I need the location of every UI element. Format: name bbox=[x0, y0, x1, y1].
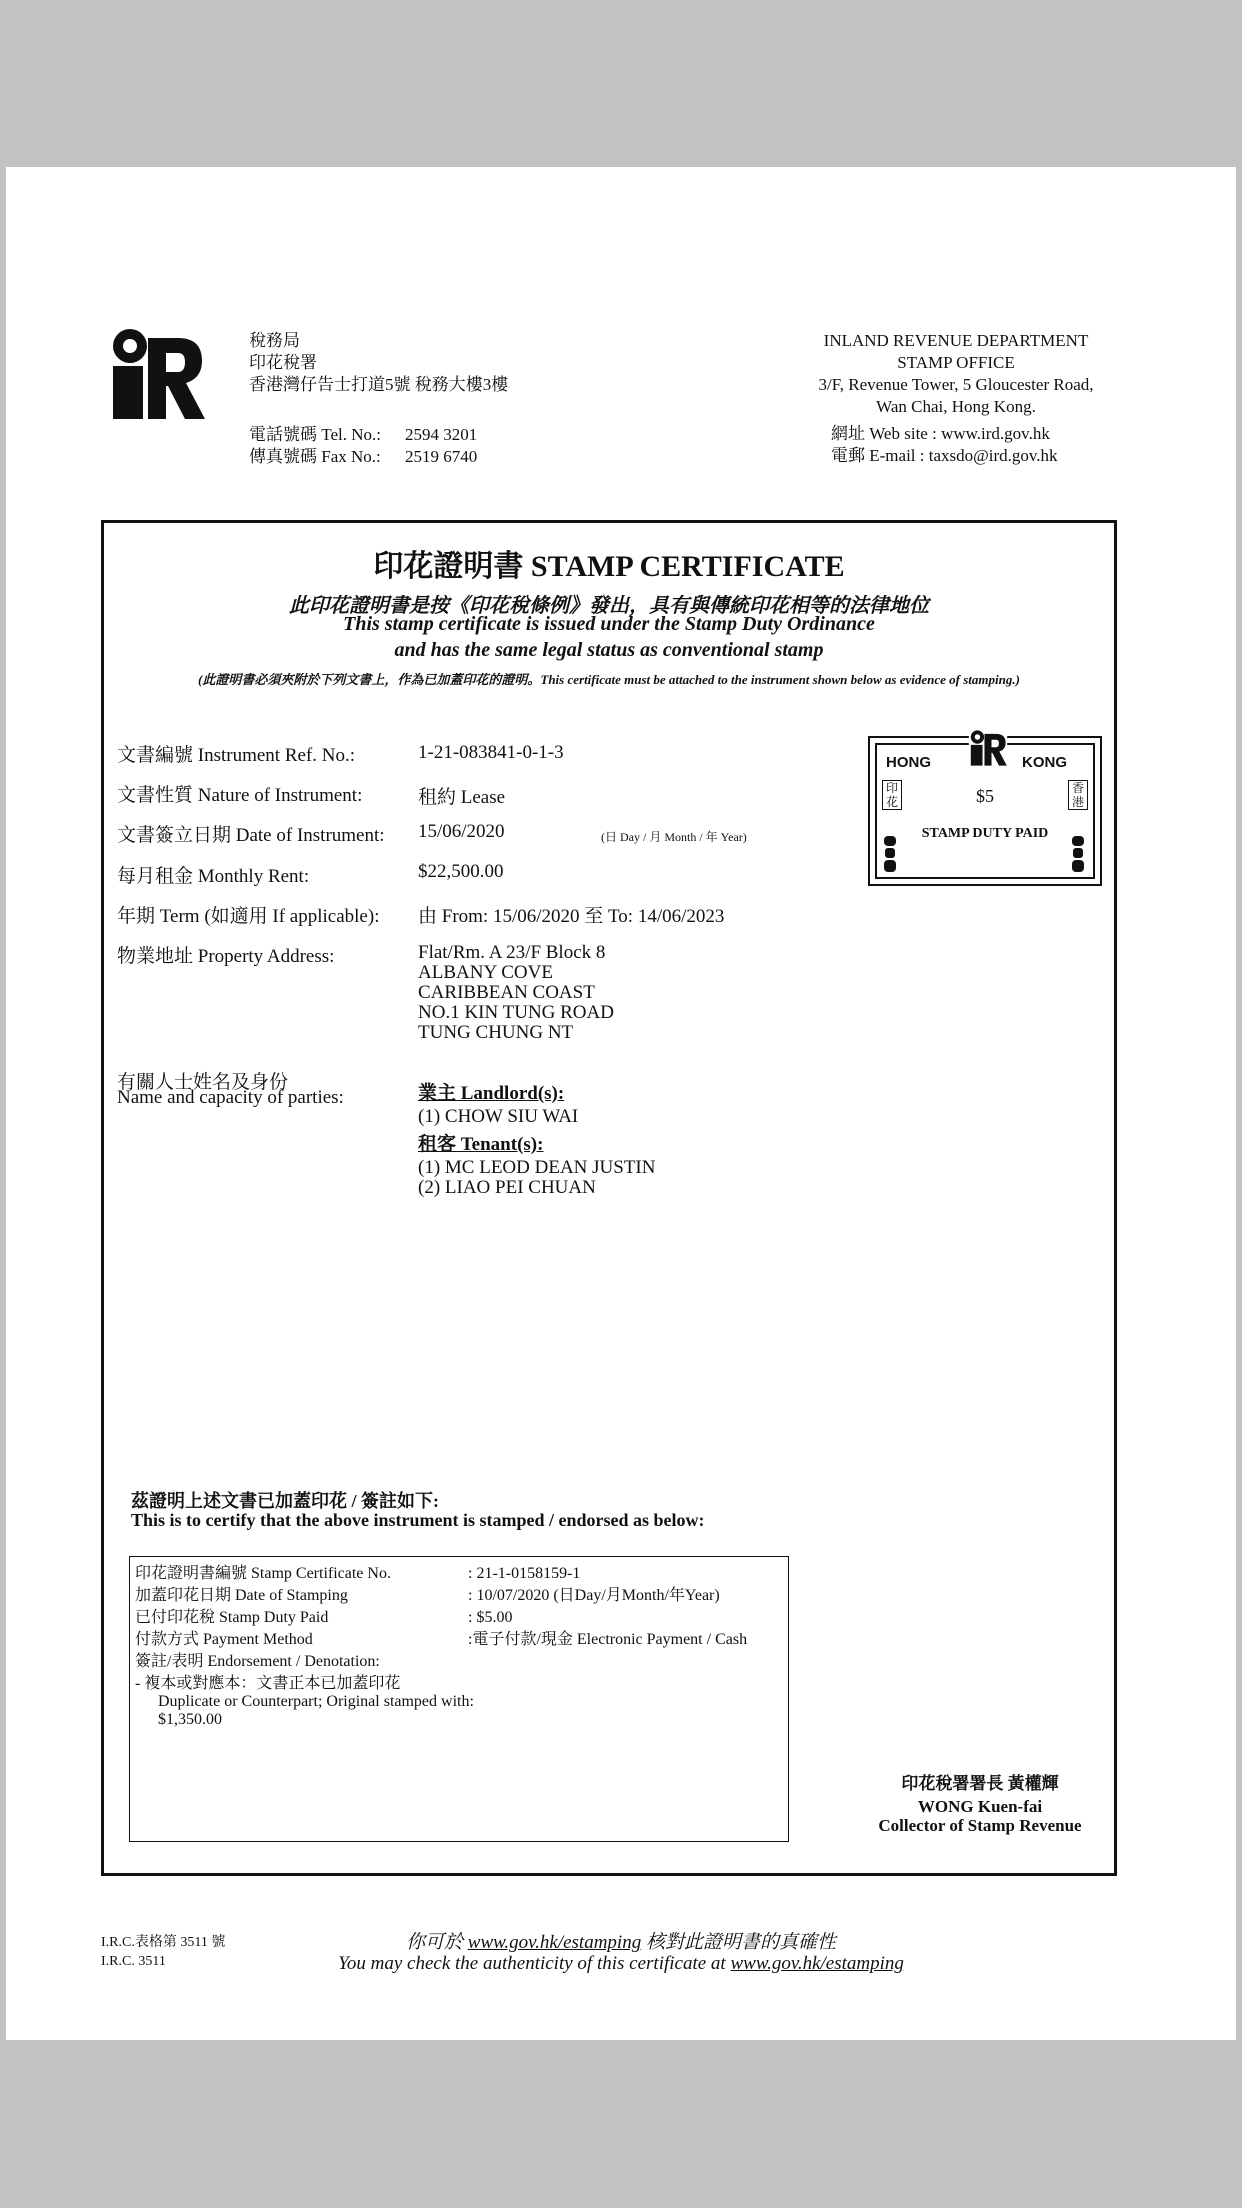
cert-no-value: : 21-1-0158159-1 bbox=[468, 1565, 581, 1582]
verify-line-zh bbox=[6, 1927, 1236, 1954]
ird-logo-icon bbox=[108, 328, 206, 420]
nature-value: 租約 Lease bbox=[418, 787, 506, 808]
form-number-en: I.R.C. 3511 bbox=[101, 1954, 166, 1969]
tenant-row: (1) MC LEOD DEAN JUSTIN bbox=[418, 1157, 656, 1178]
tel-number: 2594 3201 bbox=[405, 425, 478, 444]
tenant-row: (2) LIAO PEI CHUAN bbox=[418, 1177, 596, 1198]
parties-label-zh: 有關人士姓名及身份 bbox=[117, 1072, 289, 1093]
tenant-heading: 租客 Tenant(s): bbox=[418, 1134, 544, 1155]
cert-no-label: 印花證明書編號 Stamp Certificate No. bbox=[135, 1565, 391, 1582]
web-row bbox=[831, 423, 1050, 444]
term-label: 年期 Term (如適用 If applicable): bbox=[117, 906, 380, 927]
stamp-ornament-right-icon bbox=[1070, 834, 1086, 874]
stamping-details-box bbox=[129, 1556, 789, 1842]
endorsement-line1: - 複本或對應本：文書正本已加蓋印花 bbox=[135, 1675, 401, 1692]
tel-label: 電話號碼 Tel. No.: bbox=[249, 425, 381, 444]
address-block bbox=[418, 943, 614, 1043]
address-label: 物業地址 Property Address: bbox=[117, 946, 335, 967]
term-value: 由 From: 15/06/2020 至 To: 14/06/2023 bbox=[418, 906, 725, 927]
subtitle-zh: 此印花證明書是按《印花稅條例》發出，具有與傳統印花相等的法律地位 bbox=[289, 595, 929, 617]
stamp-seal-left: 印花 bbox=[882, 780, 902, 810]
header-org-zh: 稅務局 bbox=[249, 331, 300, 350]
date-label: 文書簽立日期 Date of Instrument: bbox=[117, 825, 385, 846]
payment-method-value: :電子付款/現金 Electronic Payment / Cash bbox=[468, 1631, 748, 1648]
stamp-ird-logo-icon bbox=[968, 730, 1008, 766]
date-format-hint: (日 Day / 月 Month / 年 Year) bbox=[601, 830, 747, 844]
collector-title-zh: 印花稅署署長 黃權輝 bbox=[901, 1774, 1059, 1793]
ref-value: 1-21-083841-0-1-3 bbox=[418, 742, 564, 763]
duty-paid-value: : $5.00 bbox=[468, 1609, 513, 1626]
stamp-caption: STAMP DUTY PAID bbox=[921, 826, 1049, 841]
header-address-zh: 香港灣仔告士打道5號 稅務大樓3樓 bbox=[249, 375, 509, 394]
verify-zh-post: 核對此證明書的真確性 bbox=[645, 1932, 836, 1953]
stamp-amount: $5 bbox=[976, 786, 994, 806]
rent-value: $22,500.00 bbox=[418, 861, 504, 882]
parties-label-en: Name and capacity of parties: bbox=[117, 1087, 344, 1108]
stamp-seal-right: 香港 bbox=[1068, 780, 1088, 810]
verify-line-en bbox=[6, 1953, 1236, 1975]
endorsement-line2: Duplicate or Counterpart; Original stamped with: bbox=[158, 1693, 474, 1710]
header-address-line1: 3/F, Revenue Tower, 5 Gloucester Road, bbox=[818, 375, 1094, 394]
form-number-zh: I.R.C.表格第 3511 號 bbox=[101, 1935, 226, 1950]
stamping-date-value: : 10/07/2020 (日Day/月Month/年Year) bbox=[468, 1587, 720, 1604]
payment-method-label: 付款方式 Payment Method bbox=[135, 1631, 313, 1648]
attachment-note: (此證明書必須夾附於下列文書上，作為已加蓋印花的證明。This certificate must be attached to the instrument shown below as evidence of stamping.) bbox=[198, 672, 1020, 687]
landlord-heading: 業主 Landlord(s): bbox=[418, 1083, 565, 1104]
subtitle-en-line1: This stamp certificate is issued under the Stamp Duty Ordinance bbox=[343, 613, 875, 635]
certify-en: This is to certify that the above instrument is stamped / endorsed as below: bbox=[131, 1510, 705, 1530]
header-address-line2: Wan Chai, Hong Kong. bbox=[876, 397, 1036, 416]
stamp-duty-paid-stamp bbox=[868, 736, 1102, 886]
address-line: Flat/Rm. A 23/F Block 8 bbox=[418, 942, 606, 963]
header-org-en: INLAND REVENUE DEPARTMENT bbox=[823, 331, 1089, 350]
email-label: 電郵 E-mail : bbox=[831, 446, 925, 465]
address-line: ALBANY COVE bbox=[418, 962, 553, 983]
stamp-certificate-page bbox=[6, 167, 1236, 2040]
endorsement-line3: $1,350.00 bbox=[158, 1711, 222, 1728]
collector-title-en: Collector of Stamp Revenue bbox=[878, 1816, 1082, 1835]
email-row bbox=[831, 445, 1058, 466]
duty-paid-label: 已付印花稅 Stamp Duty Paid bbox=[135, 1609, 329, 1626]
address-line: NO.1 KIN TUNG ROAD bbox=[418, 1002, 614, 1023]
subtitle-en-line2: and has the same legal status as conventional stamp bbox=[394, 639, 824, 661]
address-line: CARIBBEAN COAST bbox=[418, 982, 595, 1003]
rent-label: 每月租金 Monthly Rent: bbox=[117, 866, 310, 887]
collector-name: WONG Kuen-fai bbox=[917, 1797, 1043, 1816]
date-value: 15/06/2020 bbox=[418, 821, 505, 842]
stamp-ornament-left-icon bbox=[882, 834, 898, 874]
certificate-title: 印花證明書 STAMP CERTIFICATE bbox=[373, 550, 845, 583]
certify-zh: 茲證明上述文書已加蓋印花 / 簽註如下: bbox=[131, 1491, 439, 1511]
verify-zh-pre: 你可於 bbox=[406, 1932, 464, 1953]
nature-label: 文書性質 Nature of Instrument: bbox=[117, 785, 363, 806]
header-office-en: STAMP OFFICE bbox=[897, 353, 1015, 372]
endorsement-label: 簽註/表明 Endorsement / Denotation: bbox=[135, 1653, 380, 1670]
address-line: TUNG CHUNG NT bbox=[418, 1022, 574, 1043]
web-link[interactable]: www.ird.gov.hk bbox=[941, 424, 1050, 443]
email-link[interactable]: taxsdo@ird.gov.hk bbox=[928, 446, 1058, 465]
verify-en-pre: You may check the authenticity of this certificate at bbox=[338, 1953, 726, 1974]
fax-number: 2519 6740 bbox=[405, 447, 478, 466]
certificate-frame bbox=[101, 520, 1117, 1876]
ref-label: 文書編號 Instrument Ref. No.: bbox=[117, 745, 356, 766]
stamp-kong: KONG bbox=[1022, 754, 1067, 771]
verify-link-zh[interactable]: www.gov.hk/estamping bbox=[467, 1932, 642, 1953]
web-label: 網址 Web site : bbox=[831, 424, 937, 443]
verify-link-en[interactable]: www.gov.hk/estamping bbox=[730, 1953, 904, 1974]
fax-label: 傳真號碼 Fax No.: bbox=[249, 447, 381, 466]
landlord-row: (1) CHOW SIU WAI bbox=[418, 1106, 579, 1127]
header-office-zh: 印花稅署 bbox=[249, 353, 317, 372]
stamping-date-label: 加蓋印花日期 Date of Stamping bbox=[135, 1587, 348, 1604]
stamp-hong: HONG bbox=[886, 754, 931, 771]
